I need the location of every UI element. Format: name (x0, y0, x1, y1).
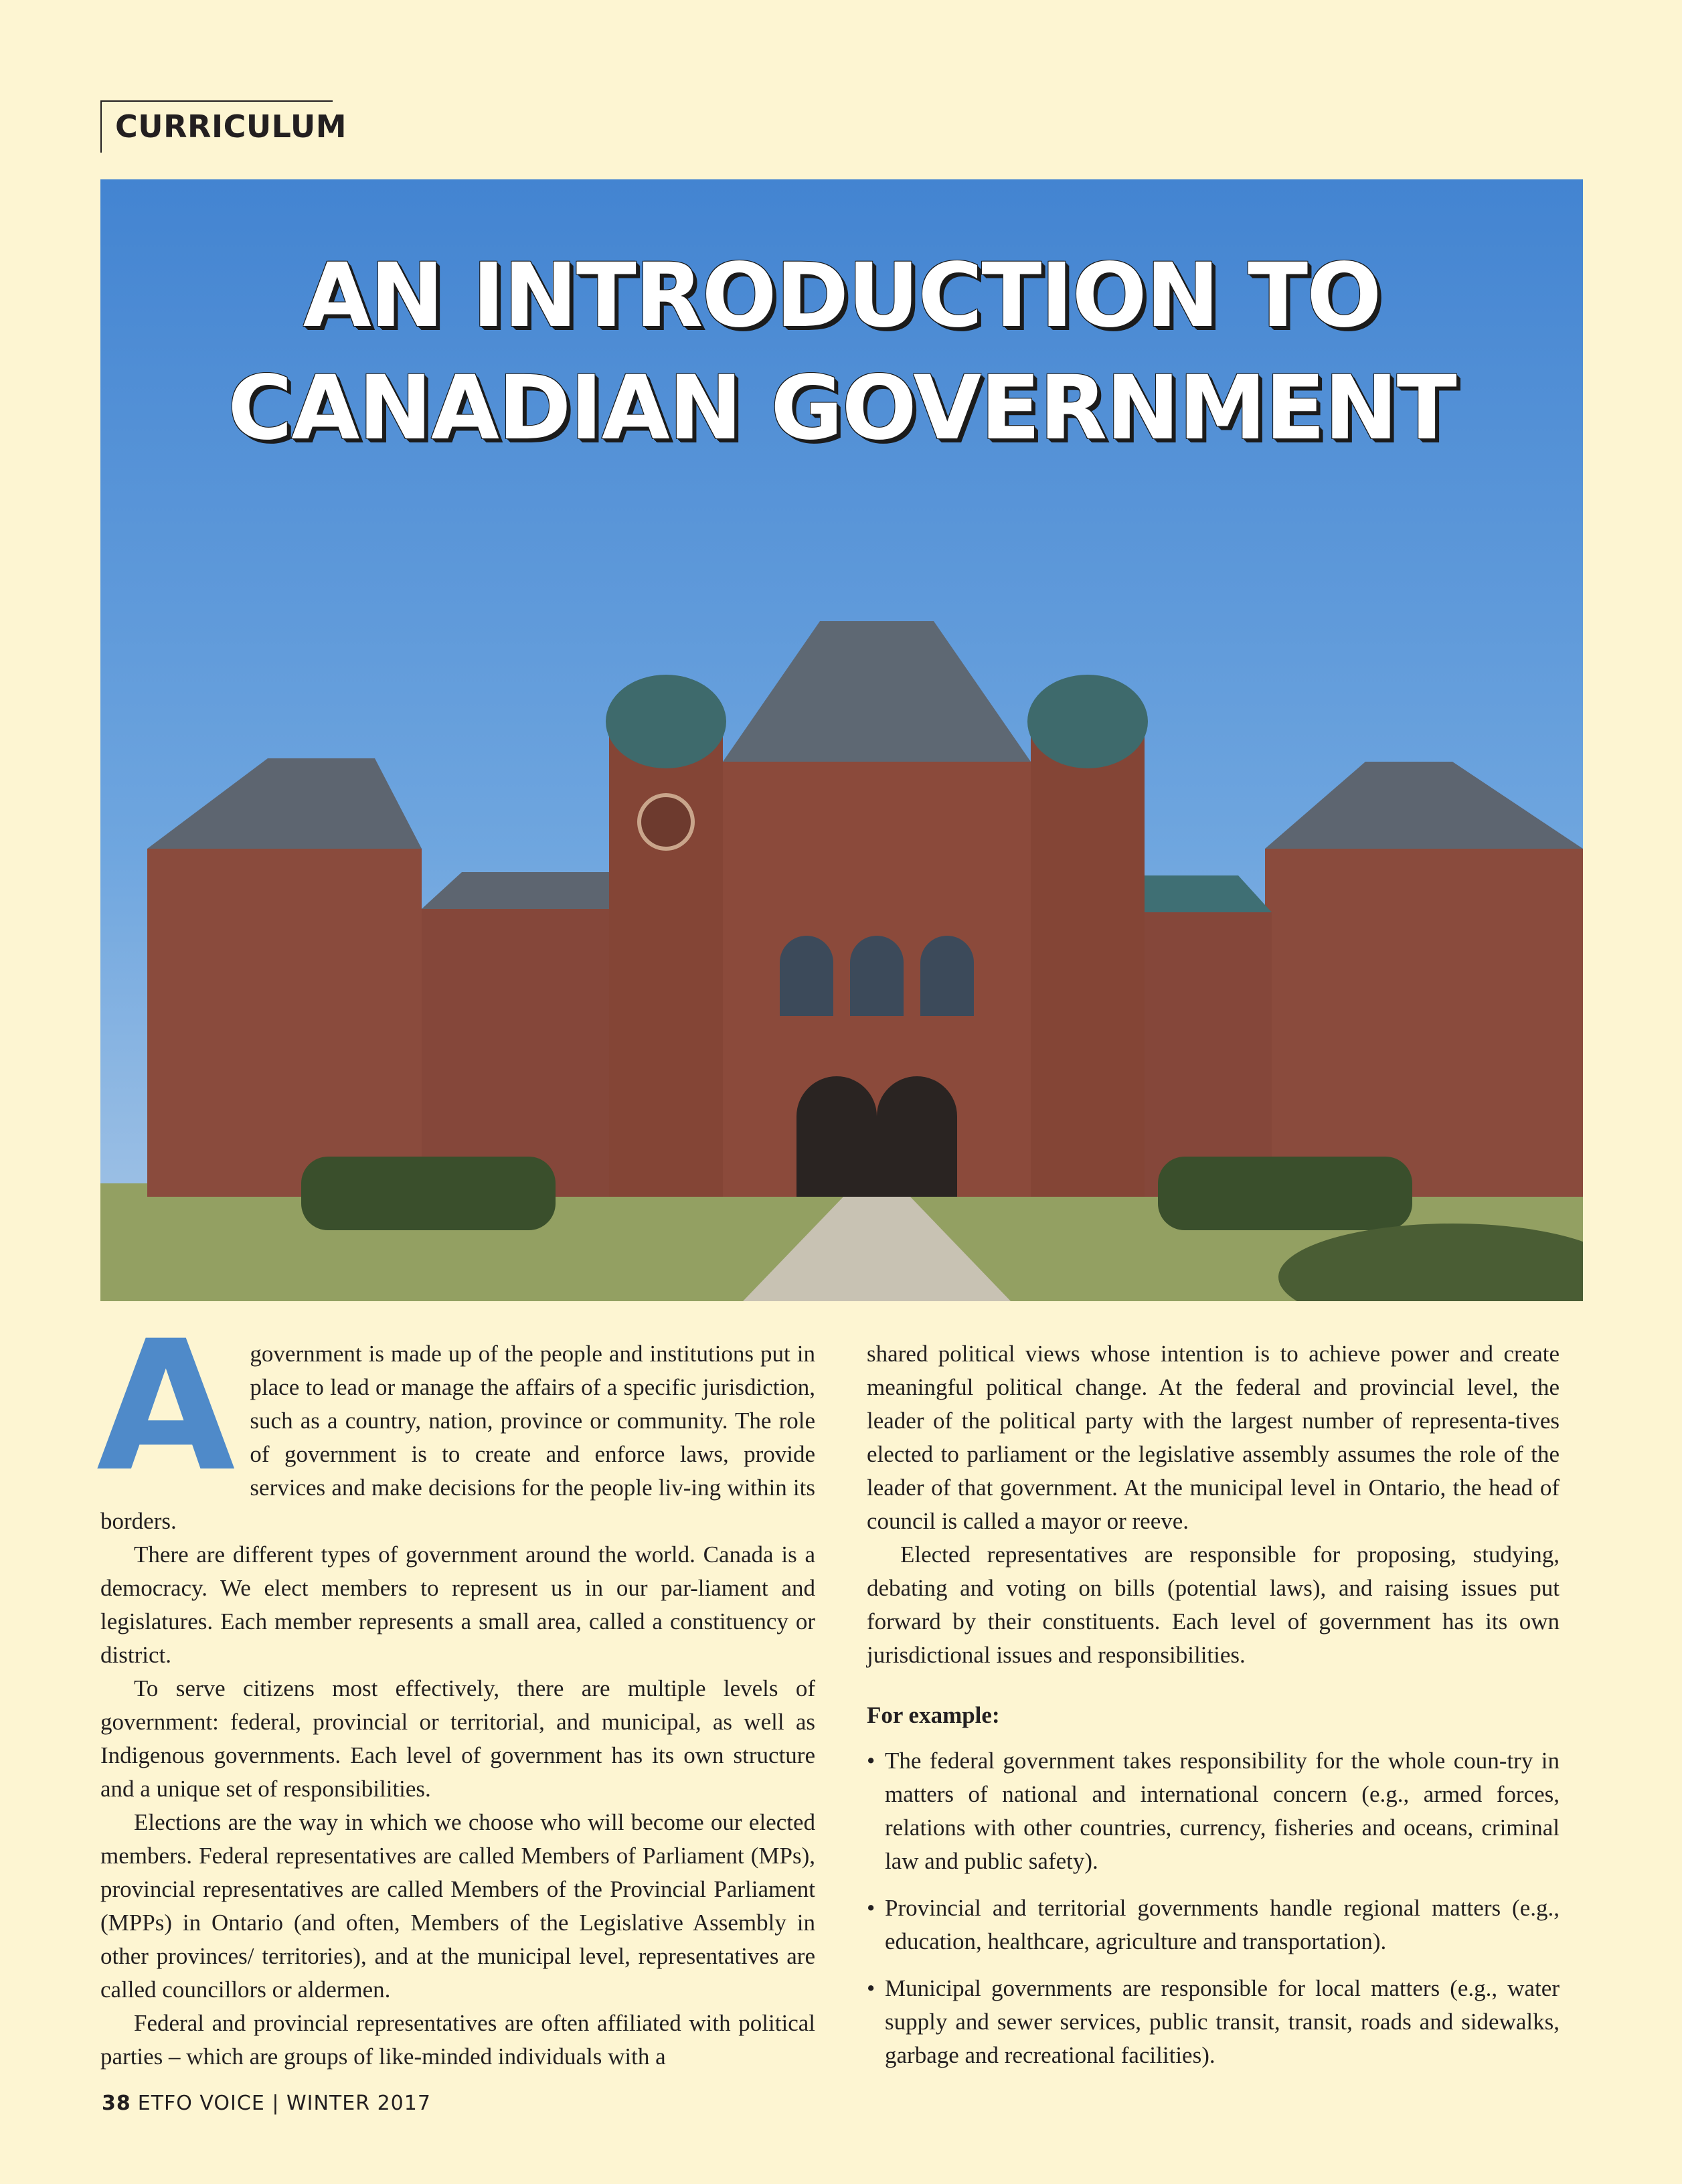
left-column (96, 1303, 815, 2074)
publication-name: ETFO VOICE | WINTER 2017 (137, 2092, 431, 2115)
article-title (100, 240, 1583, 465)
page-number: 38 (102, 2092, 131, 2115)
title-line-2: CANADIAN GOVERNMENT (228, 357, 1456, 460)
list-item-federal: • The federal government takes responsibility for the whole coun-try in matters of national and international concern (e.g., armed forces, relations with other countries, currency, fisheries and oceans, criminal law and public safety). (867, 1744, 1560, 1878)
paragraph-intro-text: government is made up of the people and institutions put in place to lead or manage the affairs of a specific jurisdiction, such as a country, nation, province or community. The role of government is to create and enforce laws, provide services and make decisions for the people liv-ing within its borders. (100, 1341, 815, 1534)
drop-cap: A (96, 1303, 236, 1511)
hero-photo (100, 179, 1583, 1301)
hedge-left (301, 1157, 556, 1230)
list-item-provincial: • Provincial and territorial governments handle regional matters (e.g., education, healthcare, agriculture and transportation). (867, 1892, 1560, 1958)
right-column (867, 1337, 1560, 2086)
section-label: CURRICULUM (115, 108, 347, 145)
for-example-subhead: For example: (867, 1702, 1000, 1728)
responsibilities-list (867, 1744, 1560, 2072)
paragraph-elections: Elections are the way in which we choose who will become our elected members. Federal representatives are called Members of Parliament (MPs), provincial representatives are called Members of the Provincial Parliament (MPPs) in Ontario (and often, Members of the Legislative Assembly in other provinces/ territories), and at the municipal level, representatives are called councillors or aldermen. (100, 1809, 815, 2003)
central-block (606, 621, 1148, 1197)
paragraph-parties-cont: shared political views whose intention is to achieve power and create meaningful political change. At the federal and provincial level, the leader of the political party with the largest number of representa-tives elected to parliament or the legislative assembly assumes the role of the leader of that government. At the municipal level in Ontario, the head of council is called a mayor or reeve. (867, 1341, 1560, 1534)
paragraph-intro (96, 1303, 815, 1538)
page-footer (102, 2092, 431, 2115)
paragraph-types: There are different types of government around the world. Canada is a democracy. We elect members to represent us in our par-liament and legislatures. Each member represents a small area, called a constituency or district. (100, 1541, 815, 1668)
hedge-right (1158, 1157, 1412, 1230)
list-item-municipal: • Municipal governments are responsible for local matters (e.g., water supply and sewer services, public transit, transit, roads and sidewalks, garbage and recreational facilities). (867, 1972, 1560, 2072)
paragraph-levels: To serve citizens most effectively, there are multiple levels of government: federal, provincial or territorial, and municipal, as well as Indigenous governments. Each level of government has its own structure and a unique set of responsibilities. (100, 1675, 815, 1802)
paragraph-parties: Federal and provincial representatives are often affiliated with political parties – which are groups of like-minded individuals with a (100, 2010, 815, 2070)
paragraph-representatives: Elected representatives are responsible for proposing, studying, debating and voting on bills (potential laws), and raising issues put forward by their constituents. Each level of government has its own jurisdictional issues and responsibilities. (867, 1541, 1560, 1668)
title-line-1: AN INTRODUCTION TO (303, 244, 1381, 347)
